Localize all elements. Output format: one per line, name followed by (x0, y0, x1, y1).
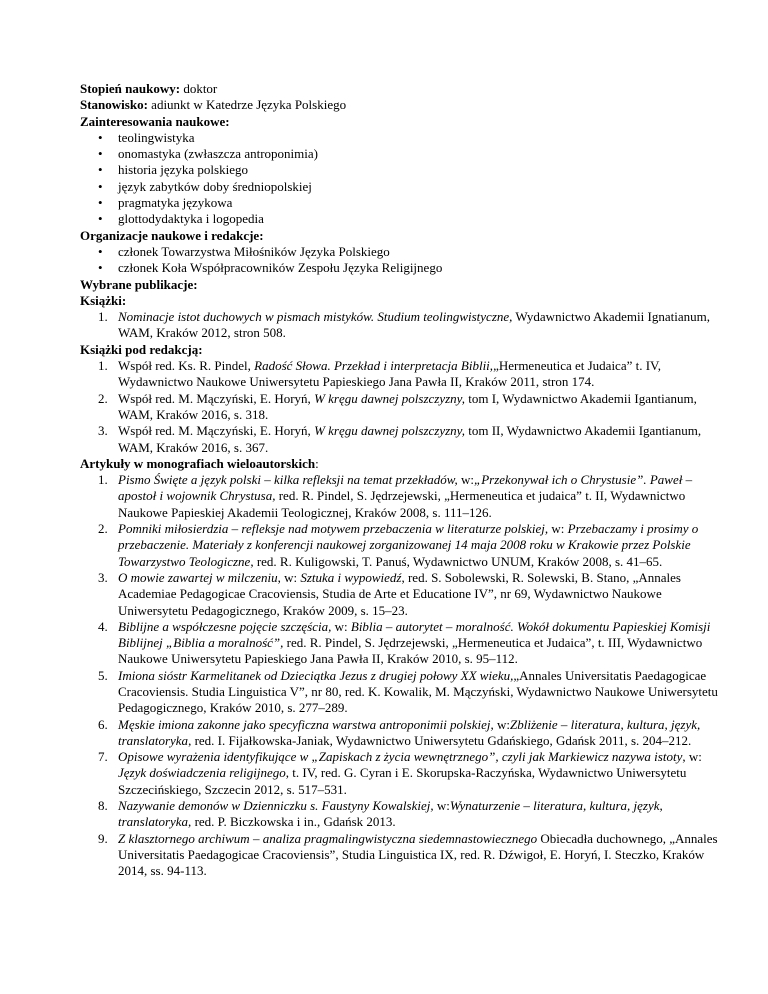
publication-item (80, 472, 720, 521)
publication-detail-text: , red. R. Kuligowski, T. Panuś, Wydawnictwo UNUM, Kraków 2008, s. 41–65. (250, 553, 663, 569)
publication-detail-text: w: (433, 798, 450, 814)
publication-number: 9. (98, 830, 108, 846)
publication-title-text: Wynaturzenie – literatura, kultura, język, translatoryka, (118, 798, 663, 830)
degree-line (80, 81, 720, 97)
publication-detail-text: , red. S. Sobolewski, R. Solewski, B. Stano, „Annales Academiae Pedagogicae Cracoviensis, Studia de Arte et Educatione IV”, nr 69, Wydawnictwo Naukowe Uniwersytetu Pedagogicznego, Kraków 2009, s. 15–23. (118, 569, 681, 618)
publication-detail-text: , w: (682, 749, 702, 765)
list-item-text: historia języka polskiego (118, 162, 248, 178)
publication-title-text: Imiona sióstr Karmelitanek od Dzieciątka Jezus z drugiej połowy XX wieku, (118, 667, 514, 683)
position-value: adiunkt w Katedrze Języka Polskiego (147, 97, 347, 113)
position-line (80, 97, 720, 113)
publication-detail-text: Współ red. Ks. R. Pindel, (118, 358, 255, 374)
list-item (80, 244, 720, 260)
publication-detail-text: „Annales Universitatis Paedagogicae Cracoviensis. Studia Linguistica V”, nr 80, red. K. Kowalik, M. Mączyński, Wydawnictwo Naukowe Uniwersytetu Pedagogicznego, Kraków 2010, s. 277–289. (118, 667, 718, 716)
bullet-icon: • (98, 211, 103, 227)
list-item-text: członek Towarzystwa Miłośników Języka Polskiego (118, 243, 390, 259)
publication-title-text: Męskie imiona zakonne jako specyficzna warstwa antroponimii polskiej, (118, 716, 494, 732)
articles-heading-tail: : (315, 455, 319, 471)
interests-heading: Zainteresowania naukowe: (80, 113, 230, 129)
publication-number: 1. (98, 358, 108, 374)
publication-title-text: Pismo Święte a język polski – kilka refleksji na temat przekładów, (118, 472, 458, 488)
publication-detail-text: „Hermeneutica et Judaica” t. IV, Wydawnictwo Naukowe Uniwersytetu Papieskiego Jana Pawła II, Kraków 2011, stron 174. (118, 358, 662, 390)
publication-detail-text: red. R. Pindel, S. Jędrzejewski, „Hermeneutica et Judaica”, t. III, Wydawnictwo Naukowe Uniwersytetu Papieskiego Jana Pawła II, Kraków 2010, s. 95–112. (118, 635, 703, 667)
publication-detail-text: w: (493, 716, 510, 732)
publication-number: 2. (98, 521, 108, 537)
publication-title-text: Biblia – autorytet – moralność. Wokół dokumentu Papieskiej Komisji Biblijnej „Biblia a moralność”, (118, 618, 711, 651)
publication-item (80, 717, 720, 750)
publication-item (80, 798, 720, 831)
publication-title-text: Pomniki miłosierdzia – refleksje nad motywem przebaczenia w literaturze polskiej, (118, 521, 549, 537)
publication-title-text: W kręgu dawnej polszczyzny, (314, 390, 465, 406)
list-item-text: glottodydaktyka i logopedia (118, 211, 264, 227)
publication-detail-text: Wydawnictwo Akademii Ignatianum, WAM, Kraków 2012, stron 508. (118, 309, 710, 341)
books-list (80, 309, 720, 342)
list-item-text: członek Koła Współpracowników Zespołu Języka Religijnego (118, 260, 443, 276)
publication-title-text: Nazywanie demonów w Dzienniczku s. Faustyny Kowalskiej, (118, 798, 434, 814)
bullet-icon: • (98, 260, 103, 276)
list-item (80, 260, 720, 276)
publication-title-text: „Przekonywał ich o Chrystusie”. Paweł – apostoł i wojownik Chrystusa, (118, 472, 693, 504)
list-item (80, 130, 720, 146)
list-item-text: teolingwistyka (118, 129, 195, 145)
publication-title-text: Przebaczamy i prosimy o przebaczenie. Materiały z konferencji naukowej zorganizowanej 14 maja 2008 roku w Krakowie przez Polskie Towarzystwo Teologiczne (118, 521, 699, 569)
publications-heading: Wybrane publikacje: (80, 276, 198, 292)
publication-item (80, 423, 720, 456)
publication-item (80, 831, 720, 880)
publication-number: 5. (98, 667, 108, 683)
publication-detail-text: , red. I. Fijałkowska-Janiak, Wydawnictwo Uniwersytetu Gdańskiego, Gdańsk 2011, s. 204–212. (188, 732, 692, 748)
publication-title-text: Język doświadczenia religijnego (118, 765, 286, 781)
list-item-text: język zabytków doby średniopolskiej (118, 178, 312, 194)
publication-title-text: Opisowe wyrażenia identyfikujące w „Zapiskach z życia wewnętrznego”, czyli jak Markiewicz nazywa istoty (118, 749, 683, 765)
publication-title-text: Biblijne a współczesne pojęcie szczęścia, (118, 618, 332, 634)
publication-item (80, 570, 720, 619)
publication-detail-text: w: (331, 618, 351, 634)
list-item (80, 195, 720, 211)
degree-label: Stopień naukowy: (80, 81, 181, 96)
list-item (80, 162, 720, 178)
publication-detail-text: , t. IV, red. G. Cyran i E. Skorupska-Raczyńska, Wydawnictwo Uniwersytetu Szczecińskiego, Szczecin 2012, s. 517–531. (118, 765, 687, 797)
publication-title-text: Nominacje istot duchowych w pismach mistyków. Studium teolingwistyczne, (118, 309, 513, 325)
publication-detail-text: Współ red. M. Mączyński, E. Horyń, (118, 423, 315, 439)
publication-title-text: Radość Słowa. Przekład i interpretacja Biblii, (254, 358, 494, 374)
publication-number: 7. (98, 749, 108, 765)
degree-value: doktor (180, 81, 218, 96)
articles-heading: Artykuły w monografiach wieloautorskich (80, 455, 316, 471)
list-item (80, 179, 720, 195)
bullet-icon: • (98, 178, 103, 194)
publication-number: 1. (98, 472, 108, 488)
edited-books-heading: Książki pod redakcją: (80, 341, 203, 357)
publication-title-text: W kręgu dawnej polszczyzny, (314, 423, 465, 439)
list-item-text: onomastyka (zwłaszcza antroponimia) (118, 146, 318, 162)
publication-detail-text: red. R. Pindel, S. Jędrzejewski, „Hermeneutica et judaica” t. II, Wydawnictwo Naukowe Papieskiej Akademii Teologicznej, Kraków 2008, s. 111–126. (118, 488, 686, 520)
publication-detail-text: tom I, Wydawnictwo Akademii Igantianum, WAM, Kraków 2016, s. 318. (118, 390, 697, 422)
publication-detail-text: Współ red. M. Mączyński, E. Horyń, (118, 390, 315, 406)
list-item-text: pragmatyka językowa (118, 195, 233, 211)
publication-number: 6. (98, 716, 108, 732)
publication-detail-text: Obiecadła duchownego, „Annales Universitatis Paedagogicae Cracoviensis”, Studia Linguistica IX, red. R. Dźwigoł, E. Horyń, I. Steczko, Kraków 2014, ss. 94-113. (118, 830, 718, 879)
publication-title-text: Zbliżenie – literatura, kultura, język, translatoryka (118, 716, 701, 748)
publication-title-text: Z klasztornego archiwum – analiza pragmalingwistyczna siedemnastowiecznego (118, 830, 538, 846)
edited-books-list (80, 358, 720, 456)
publication-title-text: Sztuka i wypowiedź (300, 569, 402, 585)
publication-detail-text: , w: (277, 569, 301, 585)
interests-list (80, 130, 720, 228)
organizations-heading: Organizacje naukowe i redakcje: (80, 227, 264, 243)
publication-number: 3. (98, 423, 108, 439)
bullet-icon: • (98, 146, 103, 162)
bullet-icon: • (98, 243, 103, 259)
document-page (80, 81, 720, 880)
books-heading: Książki: (80, 292, 127, 308)
publication-number: 2. (98, 390, 108, 406)
bullet-icon: • (98, 162, 103, 178)
publication-number: 4. (98, 618, 108, 634)
bullet-icon: • (98, 129, 103, 145)
list-item (80, 211, 720, 227)
publication-item (80, 619, 720, 668)
publication-item (80, 309, 720, 342)
publication-detail-text: w: (457, 472, 474, 488)
articles-heading-line (80, 456, 720, 472)
publication-item (80, 749, 720, 798)
bullet-icon: • (98, 195, 103, 211)
position-label: Stanowisko: (80, 97, 148, 113)
publication-item (80, 391, 720, 424)
articles-list (80, 472, 720, 879)
publication-number: 3. (98, 569, 108, 585)
publication-number: 8. (98, 798, 108, 814)
publication-item (80, 668, 720, 717)
publication-detail-text: tom II, Wydawnictwo Akademii Igantianum, WAM, Kraków 2016, s. 367. (118, 423, 702, 455)
publication-item (80, 358, 720, 391)
publication-title-text: O mowie zawartej w milczeniu (118, 569, 278, 585)
publication-detail-text: w: (548, 521, 568, 537)
publication-number: 1. (98, 309, 108, 325)
publication-item (80, 521, 720, 570)
publication-detail-text: red. P. Biczkowska i in., Gdańsk 2013. (191, 814, 396, 830)
organizations-list (80, 244, 720, 277)
list-item (80, 146, 720, 162)
